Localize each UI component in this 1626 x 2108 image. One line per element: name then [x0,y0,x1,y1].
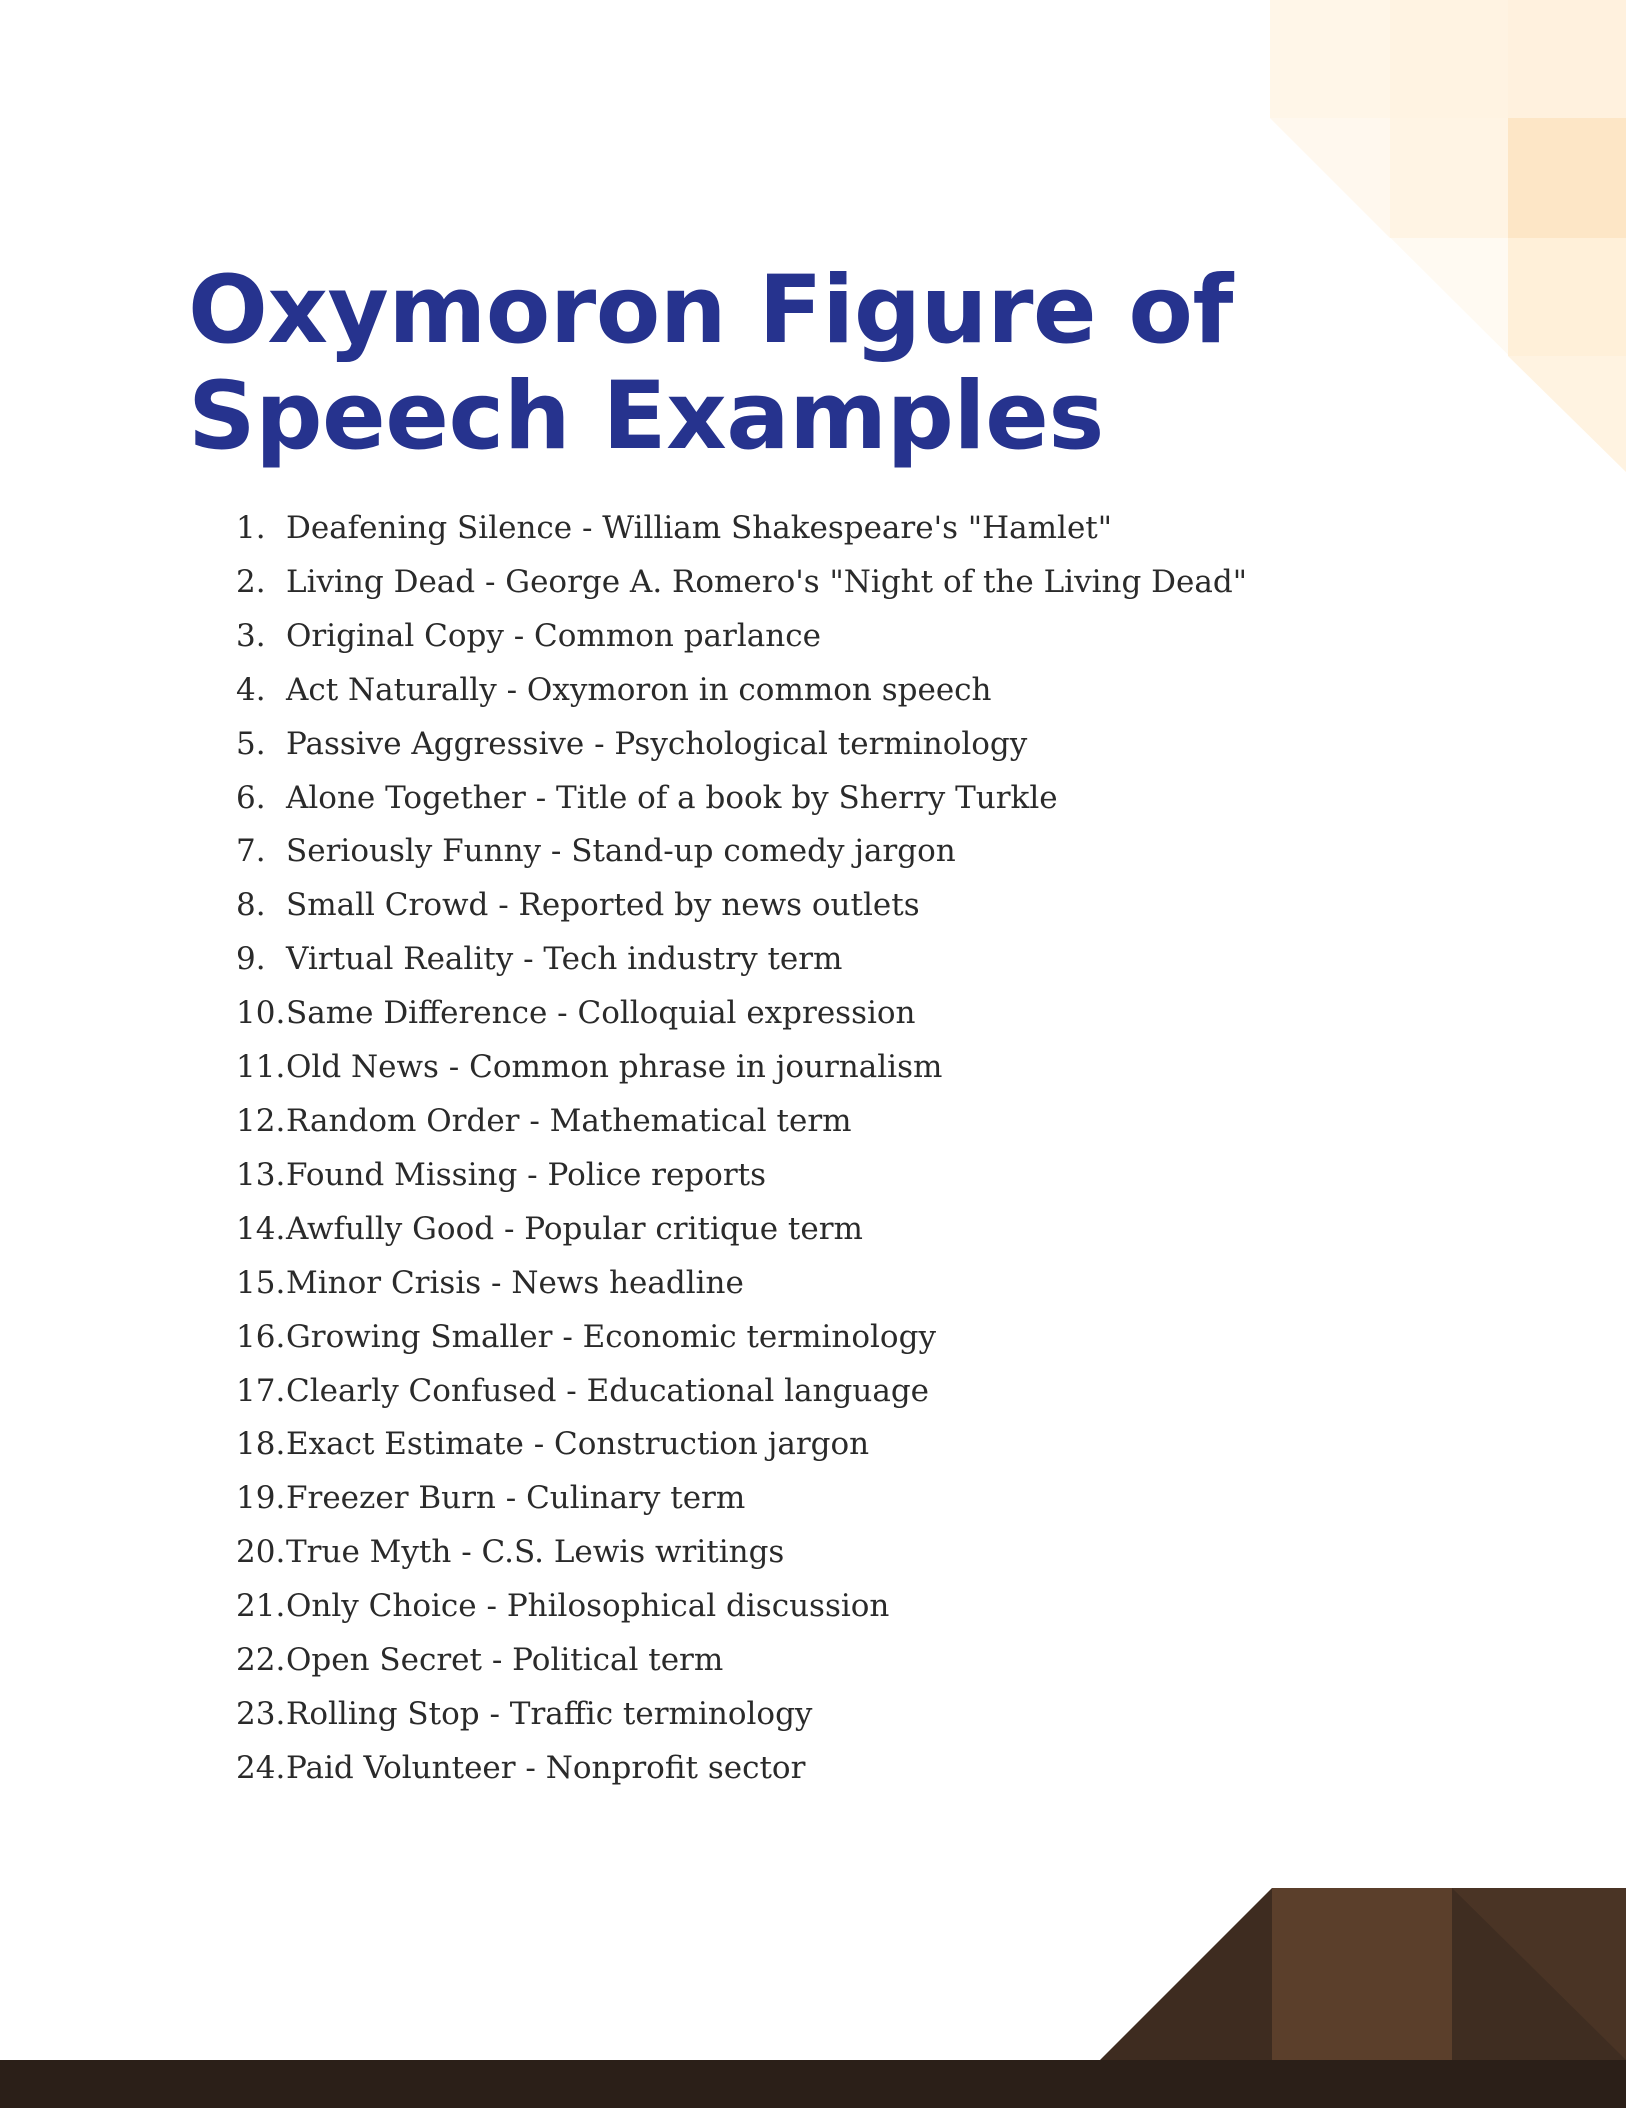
list-item-text: Found Missing - Police reports [286,1156,767,1193]
list-item-number: 12. [236,1102,286,1139]
list-item [236,1580,1247,1634]
list-item-text: Same Difference - Colloquial expression [286,995,916,1032]
list-item [236,772,1247,826]
list-item-number: 16. [236,1318,286,1355]
list-item-text: Freezer Burn - Culinary term [286,1480,746,1517]
list-item-number: 23. [236,1695,286,1732]
list-item-number: 13. [236,1156,286,1193]
list-item-text: Paid Volunteer - Nonprofit sector [286,1749,806,1786]
list-item [236,1095,1247,1149]
list-item [236,825,1247,879]
list-item-number: 8. [236,887,266,924]
list-item-number: 10. [236,995,286,1032]
list-item [236,502,1247,556]
list-item-text: Exact Estimate - Construction jargon [286,1426,870,1463]
list-item-number: 4. [236,671,266,708]
list-item-number: 6. [236,779,266,816]
list-item-number: 14. [236,1210,286,1247]
list-item-number: 18. [236,1426,286,1463]
title-line-2: Speech Examples [188,362,1104,471]
list-item [236,879,1247,933]
list-item-text: Rolling Stop - Traffic terminology [286,1695,813,1732]
list-item [236,987,1247,1041]
page-title [188,258,1288,470]
examples-list [236,502,1247,1796]
list-item-text: True Myth - C.S. Lewis writings [286,1534,785,1571]
list-item [236,664,1247,718]
list-item [236,1203,1247,1257]
list-item-number: 21. [236,1588,286,1625]
list-item-text: Virtual Reality - Tech industry term [286,941,843,978]
list-item [236,556,1247,610]
list-item-text: Random Order - Mathematical term [286,1102,852,1139]
list-item-text: Awfully Good - Popular critique term [286,1210,863,1247]
list-item-text: Minor Crisis - News headline [286,1264,744,1301]
bottom-right-decoration [0,1880,1626,2108]
list-item [236,1634,1247,1688]
list-item-text: Alone Together - Title of a book by Sherry Turkle [286,779,1058,816]
list-item-text: Seriously Funny - Stand-up comedy jargon [286,833,956,870]
list-item-number: 20. [236,1534,286,1571]
list-item-number: 1. [236,510,266,546]
list-item-number: 17. [236,1372,286,1409]
list-item-number: 15. [236,1264,286,1301]
list-item-text: Passive Aggressive - Psychological terminology [286,725,1028,762]
list-item-text: Act Naturally - Oxymoron in common speech [286,671,992,708]
list-item-number: 24. [236,1749,286,1786]
list-item [236,1418,1247,1472]
list-item-number: 22. [236,1642,286,1679]
list-item-number: 7. [236,833,266,870]
list-item [236,933,1247,987]
list-item-text: Living Dead - George A. Romero's "Night of the Living Dead" [286,563,1247,600]
list-item-text: Growing Smaller - Economic terminology [286,1318,936,1355]
list-item-number: 9. [236,941,266,978]
list-item-text: Only Choice - Philosophical discussion [286,1588,890,1625]
list-item-number: 3. [236,617,266,654]
list-item [236,718,1247,772]
list-item [236,1311,1247,1365]
list-item [236,610,1247,664]
list-item [236,1365,1247,1419]
list-item-number: 19. [236,1480,286,1517]
list-item-text: Deafening Silence - William Shakespeare's "Hamlet" [286,510,1113,546]
list-item [236,1526,1247,1580]
list-item [236,1742,1247,1796]
list-item [236,1149,1247,1203]
list-item [236,1688,1247,1742]
list-item-text: Clearly Confused - Educational language [286,1372,930,1409]
list-item-text: Old News - Common phrase in journalism [286,1049,943,1086]
list-item [236,1041,1247,1095]
list-item-number: 2. [236,563,266,600]
list-item-number: 5. [236,725,266,762]
list-item-number: 11. [236,1049,286,1086]
list-item-text: Open Secret - Political term [286,1642,724,1679]
title-line-1: Oxymoron Figure of [188,256,1233,365]
list-item [236,1472,1247,1526]
list-item-text: Small Crowd - Reported by news outlets [286,887,920,924]
list-item [236,1257,1247,1311]
list-item-text: Original Copy - Common parlance [286,617,821,654]
